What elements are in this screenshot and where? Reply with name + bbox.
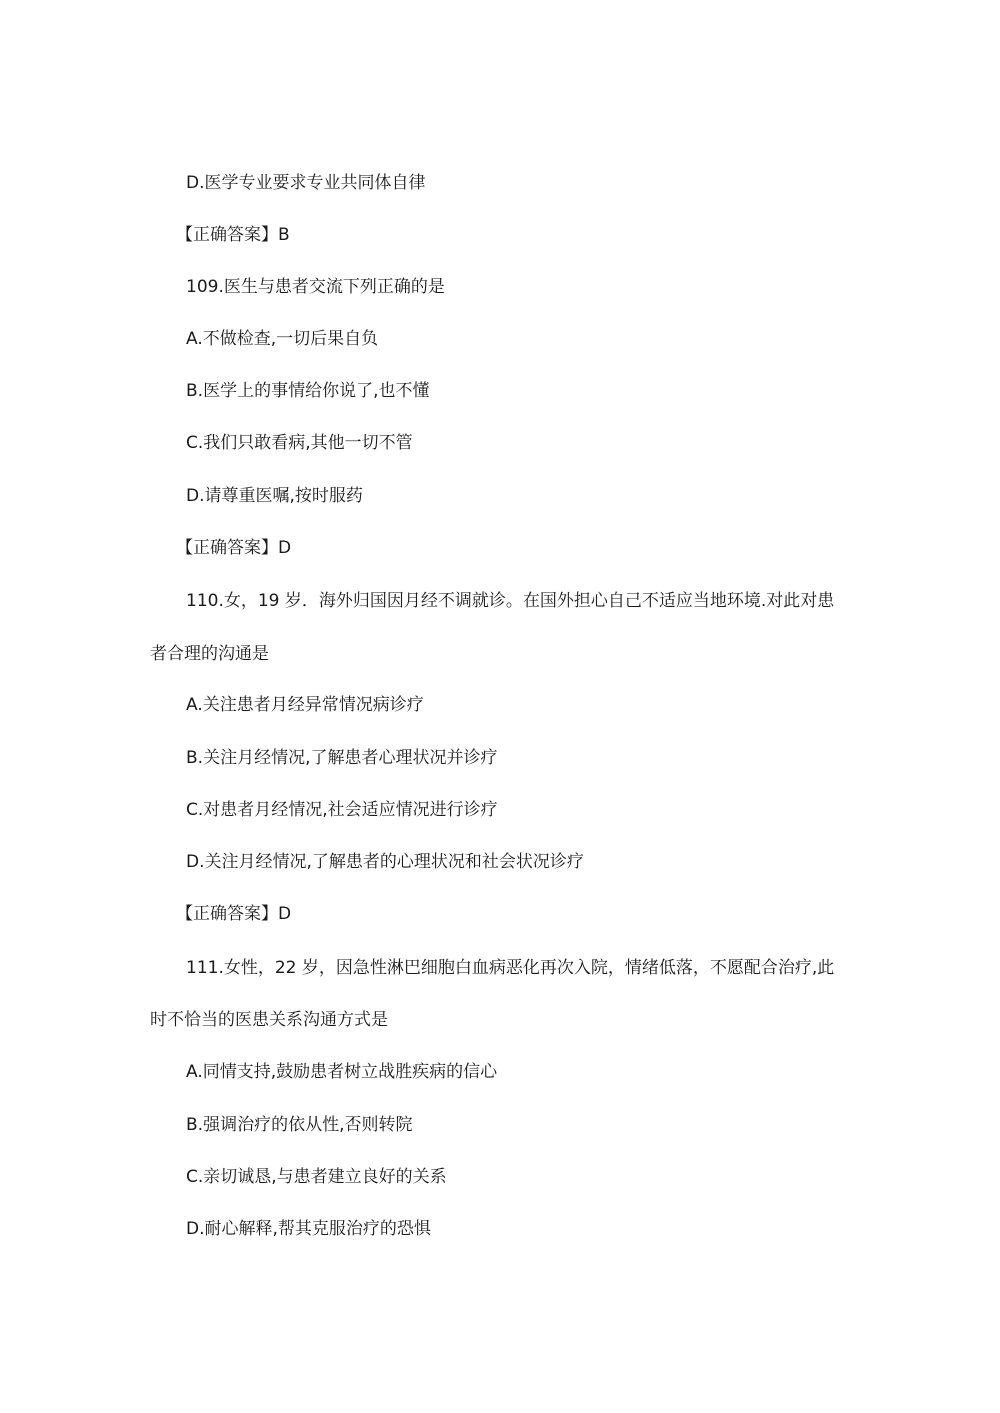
q110-option-a: A.关注患者月经异常情况病诊疗: [186, 695, 424, 715]
q110-option-c: C.对患者月经情况,社会适应情况进行诊疗: [186, 800, 498, 820]
q108-answer: 【正确答案】B: [176, 225, 290, 245]
q110-stem-line2: 者合理的沟通是: [150, 644, 269, 664]
q109-answer: 【正确答案】D: [176, 538, 292, 558]
q111-stem-line2: 时不恰当的医患关系沟通方式是: [150, 1010, 388, 1030]
q110-option-b: B.关注月经情况,了解患者心理状况并诊疗: [186, 748, 498, 768]
q109-option-c: C.我们只敢看病,其他一切不管: [186, 433, 413, 453]
q110-answer: 【正确答案】D: [176, 904, 292, 924]
q109-stem: 109.医生与患者交流下列正确的是: [186, 277, 445, 297]
q109-option-b: B.医学上的事情给你说了,也不懂: [186, 381, 430, 401]
q108-option-d: D.医学专业要求专业共同体自律: [186, 173, 426, 193]
q109-option-d: D.请尊重医嘱,按时服药: [186, 486, 363, 506]
q109-option-a: A.不做检查,一切后果自负: [186, 329, 379, 349]
q111-option-a: A.同情支持,鼓励患者树立战胜疾病的信心: [186, 1062, 498, 1082]
q110-stem-line1: 110.女，19 岁．海外归国因月经不调就诊。在国外担心自己不适应当地环境.对此对患: [186, 591, 835, 611]
q111-stem-line1: 111.女性，22 岁，因急性淋巴细胞白血病恶化再次入院，情绪低落，不愿配合治疗,此: [186, 958, 835, 978]
q111-option-c: C.亲切诚恳,与患者建立良好的关系: [186, 1167, 447, 1187]
q110-option-d: D.关注月经情况,了解患者的心理状况和社会状况诊疗: [186, 852, 584, 872]
q111-option-b: B.强调治疗的依从性,否则转院: [186, 1115, 413, 1135]
q111-option-d: D.耐心解释,帮其克服治疗的恐惧: [186, 1219, 431, 1239]
